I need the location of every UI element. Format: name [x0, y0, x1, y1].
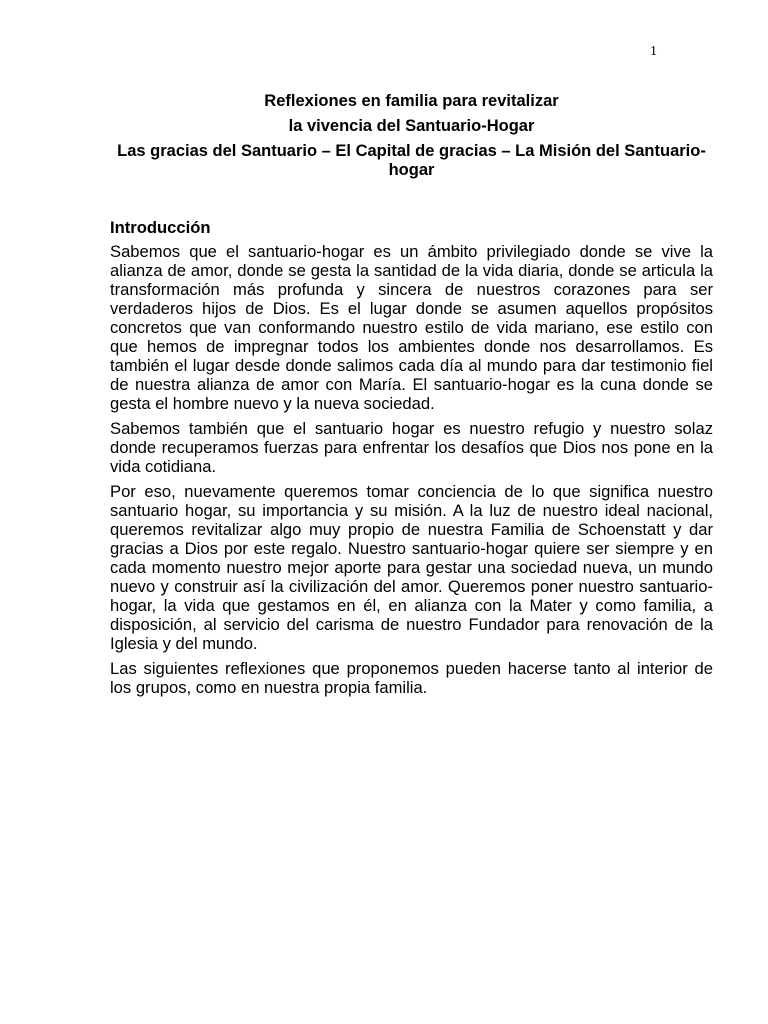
- title-line-2: la vivencia del Santuario-Hogar: [288, 117, 535, 135]
- section-heading: Introducción: [110, 218, 211, 237]
- paragraph-4: Las siguientes reflexiones que proponemos pueden hacerse tanto al interior de los grupos, como en nuestra propia familia.: [110, 659, 713, 697]
- document-title: [110, 92, 713, 180]
- paragraph-2: Sabemos también que el santuario hogar es nuestro refugio y nuestro solaz donde recuperamos fuerzas para enfrentar los desafíos que Dios nos pone en la vida cotidiana.: [110, 419, 713, 476]
- title-line-1: Reflexiones en familia para revitalizar: [264, 92, 559, 110]
- paragraph-1: Sabemos que el santuario-hogar es un ámbito privilegiado donde se vive la alianza de amor, donde se gesta la santidad de la vida diaria, donde se articula la transformación más profunda y sincera de nuestros corazones para ser verdaderos hijos de Dios. Es el lugar donde se asumen aquellos propósitos concretos que van conformando nuestro estilo de vida mariano, ese estilo con que hemos de impregnar todos los ambientes donde nos desarrollamos. Es también el lugar desde donde salimos cada día al mundo para dar testimonio fiel de nuestra alianza de amor con María. El santuario-hogar es la cuna donde se gesta el hombre nuevo y la nueva sociedad.: [110, 242, 713, 413]
- document-body: [110, 218, 713, 703]
- paragraph-3: Por eso, nuevamente queremos tomar conciencia de lo que significa nuestro santuario hogar, su importancia y su misión. A la luz de nuestro ideal nacional, queremos revitalizar algo muy propio de nuestra Familia de Schoenstatt y dar gracias a Dios por este regalo. Nuestro santuario-hogar quiere ser siempre y en cada momento nuestro mejor aporte para gestar una sociedad nueva, un mundo nuevo y construir así la civilización del amor. Queremos poner nuestro santuario-hogar, la vida que gestamos en él, en alianza con la Mater y como familia, a disposición, al servicio del carisma de nuestro Fundador para renovación de la Iglesia y del mundo.: [110, 482, 713, 653]
- title-line-3: Las gracias del Santuario – El Capital de gracias – La Misión del Santuario- hogar: [117, 142, 706, 179]
- page-number: 1: [650, 44, 657, 59]
